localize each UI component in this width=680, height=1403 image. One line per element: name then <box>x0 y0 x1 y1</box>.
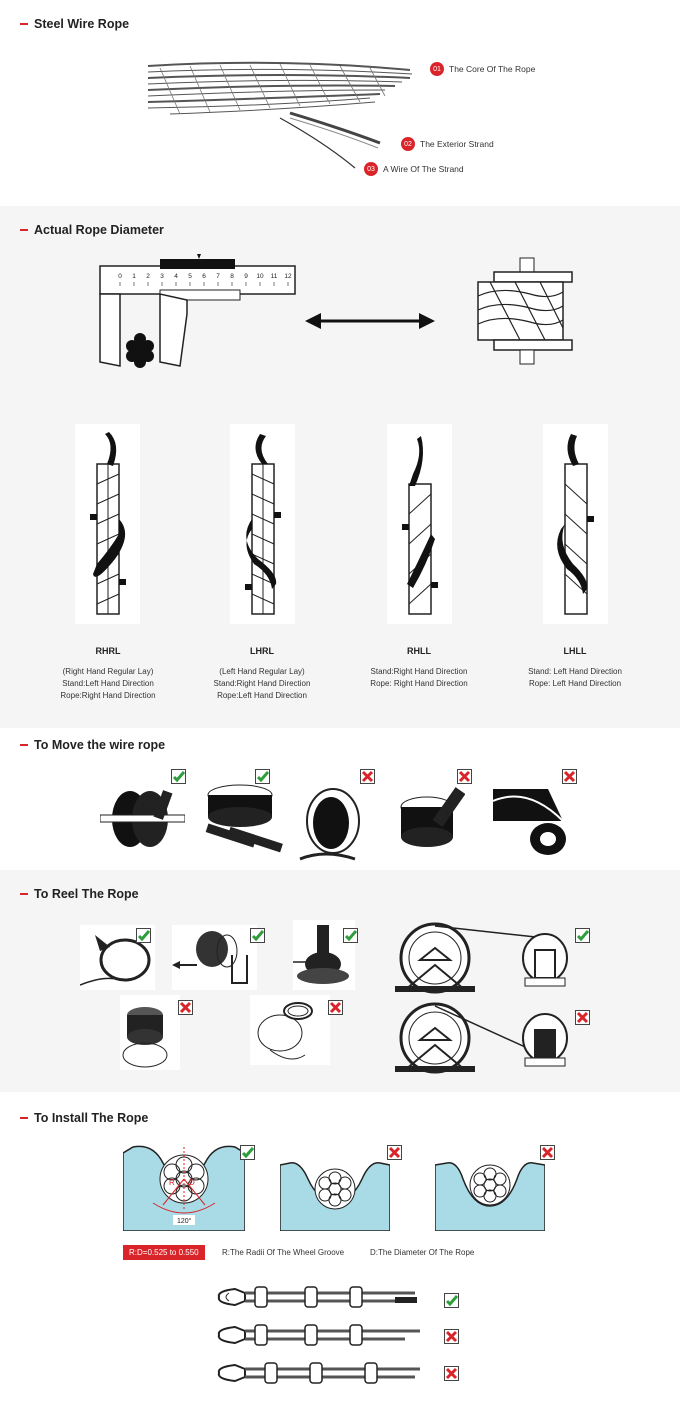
callout-number: 03 <box>364 162 378 176</box>
caliper-scale-number: 1 <box>132 273 136 280</box>
caliper-scale-number: 2 <box>146 273 150 280</box>
caliper-scale-number: 12 <box>284 273 292 280</box>
section-title: To Move the wire rope <box>20 738 165 752</box>
groove-too-tight-illustration <box>280 1161 390 1231</box>
lay-lhll-illustration <box>543 424 608 624</box>
check-icon <box>343 928 358 943</box>
reel-5-illustration <box>250 995 330 1065</box>
double-arrow-icon <box>305 311 435 331</box>
clip-wrong-2-illustration <box>215 1359 425 1387</box>
cross-icon <box>360 769 375 784</box>
section-reel <box>0 870 680 1092</box>
lay-desc-rhrl: (Right Hand Regular Lay) Stand:Left Hand Direction Rope:Right Hand Direction <box>60 667 156 700</box>
rd-ratio-badge: R:D=0.525 to 0.550 <box>123 1245 205 1260</box>
section-actual-rope-diameter <box>0 206 680 728</box>
clip-correct-illustration <box>215 1283 425 1311</box>
caliper-scale-number: 6 <box>202 273 206 280</box>
groove-angle-label: 120° <box>177 1218 192 1225</box>
cross-icon <box>178 1000 193 1015</box>
lay-name-rhll: RHLL <box>407 646 431 656</box>
lay-lhrl-illustration <box>230 424 295 624</box>
title-dash <box>20 1117 28 1119</box>
check-icon <box>136 928 151 943</box>
groove-correct-illustration <box>123 1143 245 1231</box>
cross-icon <box>457 769 472 784</box>
section-install <box>0 1093 680 1403</box>
reel-7-illustration <box>395 1000 595 1075</box>
move-spool-3-illustration <box>295 779 365 864</box>
section-title: To Reel The Rope <box>20 887 139 901</box>
check-icon <box>171 769 186 784</box>
groove-too-wide-illustration <box>435 1161 545 1231</box>
lay-desc-lhll: Stand: Left Hand Direction Rope: Left Hand Direction <box>528 667 622 688</box>
check-icon <box>575 928 590 943</box>
lay-name-rhrl: RHRL <box>95 646 121 656</box>
groove-diameter-label: D <box>189 1178 195 1187</box>
caliper-scale-number: 3 <box>160 273 164 280</box>
lay-name-lhrl: LHRL <box>250 646 274 656</box>
check-icon <box>240 1145 255 1160</box>
callout-wire-of-strand <box>364 162 464 176</box>
callout-number: 02 <box>401 137 415 151</box>
lay-rhrl-illustration <box>75 424 140 624</box>
check-icon <box>250 928 265 943</box>
reel-2-illustration <box>172 925 257 990</box>
lay-desc-lhrl: (Left Hand Regular Lay) Stand:Right Hand Direction Rope:Left Hand Direction <box>213 667 311 700</box>
section-move <box>0 729 680 869</box>
caliper-illustration <box>95 254 300 374</box>
move-spool-1-illustration <box>100 779 185 854</box>
title-dash <box>20 744 28 746</box>
caliper-scale-number: 11 <box>270 273 278 280</box>
caliper-scale-number: 7 <box>216 273 220 280</box>
rope-measure-illustration <box>470 256 580 368</box>
callout-exterior-strand <box>401 137 494 151</box>
move-spool-2-illustration <box>198 779 290 859</box>
section-title: Steel Wire Rope <box>20 17 129 31</box>
section-title: Actual Rope Diameter <box>20 223 164 237</box>
callout-number: 01 <box>430 62 444 76</box>
caliper-scale-number: 5 <box>188 273 192 280</box>
move-spool-4-illustration <box>395 779 465 864</box>
reel-6-illustration <box>395 920 595 995</box>
groove-radius-label: R <box>169 1178 175 1187</box>
caliper-scale-number: 0 <box>118 273 122 280</box>
clip-wrong-1-illustration <box>215 1321 425 1349</box>
lay-rhll-illustration <box>387 424 452 624</box>
callout-label: The Exterior Strand <box>420 139 494 149</box>
cross-icon <box>387 1145 402 1160</box>
reel-4-illustration <box>120 995 180 1070</box>
cross-icon <box>444 1366 459 1381</box>
callout-label: A Wire Of The Strand <box>383 164 464 174</box>
wire-rope-illustration <box>140 58 425 178</box>
caliper-scale-number: 10 <box>256 273 264 280</box>
callout-label: The Core Of The Rope <box>449 64 536 74</box>
title-dash <box>20 23 28 25</box>
check-icon <box>255 769 270 784</box>
caliper-scale-number: 9 <box>244 273 248 280</box>
title-dash <box>20 893 28 895</box>
check-icon <box>444 1293 459 1308</box>
cross-icon <box>540 1145 555 1160</box>
lay-name-lhll: LHLL <box>563 646 587 656</box>
move-spool-5-illustration <box>493 781 578 861</box>
lay-desc-rhll: Stand:Right Hand Direction Rope: Right Hand Direction <box>370 667 468 688</box>
caliper-scale-number: 8 <box>230 273 234 280</box>
cross-icon <box>575 1010 590 1025</box>
cross-icon <box>444 1329 459 1344</box>
cross-icon <box>328 1000 343 1015</box>
note-diameter: D:The Diameter Of The Rope <box>370 1248 475 1257</box>
cross-icon <box>562 769 577 784</box>
section-steel-wire-rope <box>0 0 680 205</box>
section-title: To Install The Rope <box>20 1111 148 1125</box>
note-radius: R:The Radii Of The Wheel Groove <box>222 1248 345 1257</box>
callout-core <box>430 62 535 76</box>
caliper-scale-number: 4 <box>174 273 178 280</box>
title-dash <box>20 229 28 231</box>
